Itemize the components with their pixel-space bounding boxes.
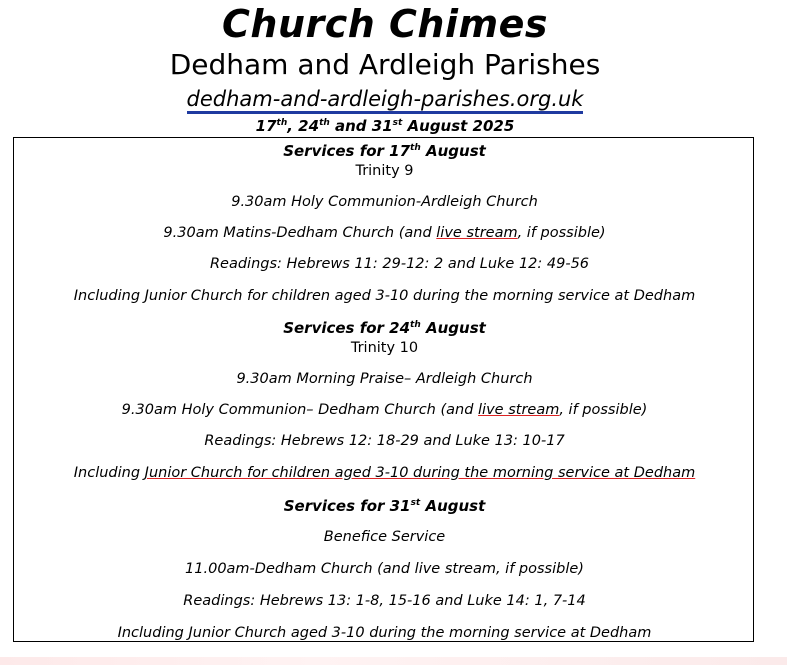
week3-sunday: Benefice Service [323,529,446,545]
week3-heading: Services for 31st August [283,497,486,515]
newsletter-title: Church Chimes [222,2,548,46]
week1-service1: 9.30am Holy Communion-Ardleigh Church [231,194,538,210]
week1-sunday: Trinity 9 [355,163,414,179]
dates-line: 17th, 24th and 31st August 2025 [255,117,515,135]
week1-readings: Readings: Hebrews 11: 29-12: 2 and Luke 12: 49-56 [209,256,590,272]
week2-service2: 9.30am Holy Communion– Dedham Church (and live stream, if possible) [121,402,648,418]
week2-heading: Services for 24th August [283,319,486,337]
week1-service2: 9.30am Matins-Dedham Church (and live stream, if possible) [163,225,606,241]
week2-live-stream-link[interactable]: live stream [478,402,560,418]
week2-readings: Readings: Hebrews 12: 18-29 and Luke 13: 10-17 [204,433,565,449]
page-bottom-edge [0,657,787,665]
week3-service1: 11.00am-Dedham Church (and live stream, if possible) [185,561,584,577]
week2-junior: Including Junior Church for children aged 3-10 during the morning service at Dedham [73,465,696,481]
website-link[interactable] [0,87,770,111]
services-box [13,137,754,642]
week2-sunday: Trinity 10 [350,340,419,356]
website-text[interactable]: dedham-and-ardleigh-parishes.org.uk [187,87,584,114]
week2-service1: 9.30am Morning Praise– Ardleigh Church [236,371,533,387]
week1-live-stream-link[interactable]: live stream [436,225,518,241]
week2-junior-underlined: Junior Church for children aged 3-10 during the morning service at Dedham [144,465,696,481]
week3-junior: Including Junior Church aged 3-10 during the morning service at Dedham [117,625,652,641]
week3-readings: Readings: Hebrews 13: 1-8, 15-16 and Luke 14: 1, 7-14 [183,593,586,609]
week1-junior: Including Junior Church for children aged 3-10 during the morning service at Dedham [73,288,696,304]
parish-subtitle: Dedham and Ardleigh Parishes [169,48,601,81]
week1-heading: Services for 17th August [283,142,486,160]
